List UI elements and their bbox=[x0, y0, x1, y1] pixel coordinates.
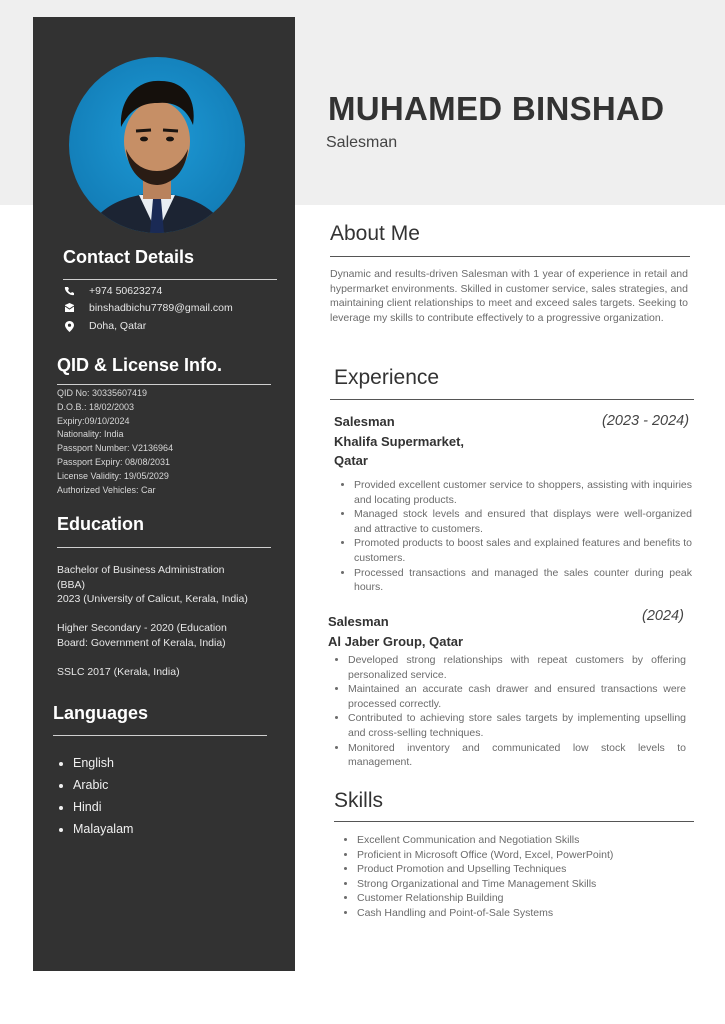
list-item: • Maintained an accurate cash drawer and ensured transactions were processed correctly. bbox=[348, 682, 686, 711]
list-item: • Provided excellent customer service to shoppers, assisting with inquiries and locating products. bbox=[354, 478, 692, 507]
skills-heading: Skills bbox=[334, 789, 384, 812]
qid-line: QID No: 30335607419 bbox=[57, 388, 148, 398]
skills-list bbox=[339, 833, 613, 921]
sidebar bbox=[33, 17, 295, 971]
qid-divider bbox=[57, 384, 271, 385]
education-divider bbox=[57, 547, 271, 548]
job-bullets bbox=[330, 653, 686, 770]
expiry-line: Expiry:09/10/2024 bbox=[57, 416, 130, 426]
passport-expiry-line: Passport Expiry: 08/08/2031 bbox=[57, 457, 171, 467]
contact-divider bbox=[63, 279, 277, 280]
phone-text: +974 50623274 bbox=[89, 285, 163, 297]
passport-number-line: Passport Number: V2136964 bbox=[57, 443, 174, 453]
about-divider bbox=[330, 256, 690, 257]
candidate-name: MUHAMED BINSHAD bbox=[328, 90, 665, 127]
list-item: • Hindi bbox=[73, 796, 133, 818]
list-item: • Promoted products to boost sales and explained features and benefits to customers. bbox=[354, 536, 692, 565]
education-line: Bachelor of Business Administration bbox=[57, 564, 225, 576]
languages-list bbox=[55, 752, 133, 840]
about-text: Dynamic and results-driven Salesman with 1 year of experience in retail and hypermarket environments. Skilled in customer service, sales strategies, and maintaining client relationships to meet and exceed sales targets. Seeking to leverage my skills to contribute effectively to a progressive organization. bbox=[330, 268, 688, 324]
education-entry bbox=[57, 563, 282, 607]
list-item: • Monitored inventory and communicated low stock levels to management. bbox=[348, 741, 686, 770]
person-portrait-icon bbox=[69, 57, 245, 233]
email-text: binshadbichu7789@gmail.com bbox=[89, 302, 233, 314]
contact-email bbox=[63, 301, 233, 315]
about-heading: About Me bbox=[330, 222, 420, 245]
job-date: (2023 - 2024) bbox=[602, 413, 690, 429]
education-line: 2023 (University of Calicut, Kerala, India) bbox=[57, 593, 248, 606]
company-line: Al Jaber Group, Qatar bbox=[328, 634, 464, 649]
job-company bbox=[334, 432, 504, 470]
list-item: • Developed strong relationships with repeat customers by offering personalized service. bbox=[348, 653, 686, 682]
list-item: • Contributed to achieving store sales targets by implementing upselling and cross-selling techniques. bbox=[348, 711, 686, 740]
education-entry bbox=[57, 621, 282, 650]
list-item: • Strong Organizational and Time Management Skills bbox=[357, 877, 613, 892]
contact-phone bbox=[63, 284, 162, 298]
contact-heading: Contact Details bbox=[63, 247, 195, 267]
education-heading: Education bbox=[57, 514, 145, 534]
list-item: • Malayalam bbox=[73, 818, 133, 840]
education-line: Higher Secondary - 2020 (Education bbox=[57, 622, 227, 634]
job-company bbox=[328, 632, 528, 651]
phone-icon bbox=[63, 284, 75, 298]
list-item: • Managed stock levels and ensured that displays were well-organized and attractive to customers. bbox=[354, 507, 692, 536]
education-entry bbox=[57, 665, 282, 680]
profile-photo bbox=[69, 57, 245, 233]
job-date: (2024) bbox=[642, 608, 684, 624]
candidate-role: Salesman bbox=[326, 134, 398, 151]
location-text: Doha, Qatar bbox=[89, 320, 147, 332]
list-item: • English bbox=[73, 752, 133, 774]
list-item: • Arabic bbox=[73, 774, 133, 796]
contact-location bbox=[63, 319, 146, 333]
experience-heading: Experience bbox=[334, 366, 440, 389]
job-title: Salesman bbox=[334, 414, 395, 429]
nationality-line: Nationality: India bbox=[57, 429, 124, 439]
list-item: • Customer Relationship Building bbox=[357, 891, 613, 906]
languages-heading: Languages bbox=[53, 703, 149, 723]
list-item: • Cash Handling and Point-of-Sale Systems bbox=[357, 906, 613, 921]
qid-heading: QID & License Info. bbox=[57, 355, 223, 375]
license-validity-line: License Validity: 19/05/2029 bbox=[57, 471, 169, 481]
job-title: Salesman bbox=[328, 614, 389, 629]
mail-icon bbox=[63, 301, 75, 315]
location-pin-icon bbox=[63, 319, 75, 333]
dob-line: D.O.B.: 18/02/2003 bbox=[57, 402, 135, 412]
list-item: • Processed transactions and managed the sales counter during peak hours. bbox=[354, 566, 692, 595]
experience-divider bbox=[330, 399, 694, 400]
list-item: • Proficient in Microsoft Office (Word, Excel, PowerPoint) bbox=[357, 848, 613, 863]
company-line: Qatar bbox=[334, 453, 368, 468]
skills-divider bbox=[334, 821, 694, 822]
education-line: SSLC 2017 (Kerala, India) bbox=[57, 666, 180, 678]
education-line: (BBA) bbox=[57, 578, 86, 591]
education-line: Board: Government of Kerala, India) bbox=[57, 636, 226, 649]
languages-divider bbox=[53, 735, 267, 736]
authorized-vehicles-line: Authorized Vehicles: Car bbox=[57, 485, 156, 495]
list-item: • Product Promotion and Upselling Techniques bbox=[357, 862, 613, 877]
company-line: Khalifa Supermarket, bbox=[334, 434, 465, 449]
list-item: • Excellent Communication and Negotiation Skills bbox=[357, 833, 613, 848]
job-bullets bbox=[336, 478, 692, 595]
